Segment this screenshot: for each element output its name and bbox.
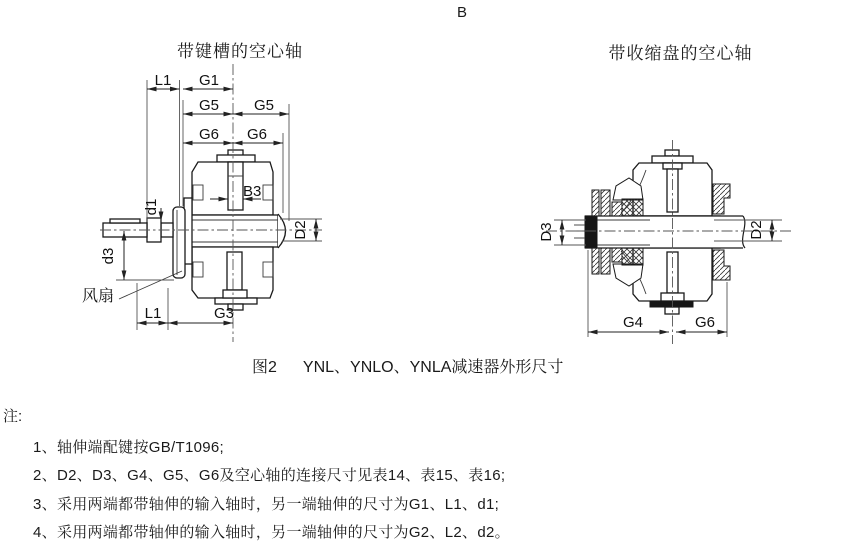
left-drawing [70,55,332,355]
dim-label-g3: G3 [213,305,235,322]
dim-label-l1-top: L1 [154,72,172,89]
dim-label-d2-right-drawing: D2 [748,220,765,240]
bottom-plate [650,301,693,307]
dim-label-d3: d3 [100,247,117,265]
keyway [110,219,140,223]
fan-leader-line [119,271,182,299]
left-drawing-title: 带键槽的空心轴 [177,42,303,61]
top-bolt [228,162,243,210]
view-marker-b: B [456,4,467,21]
note-item-3: 3、采用两端都带轴伸的输入轴时，另一端轴伸的尺寸为G1、L1、d1; [33,495,500,513]
figure-title: YNL、YNLO、YNLA减速器外形尺寸 [302,359,564,376]
note-item-2: 2、D2、D3、G4、G5、G6及空心轴的连接尺寸见表14、表15、表16; [33,467,506,484]
bottom-bolt [227,252,242,290]
note-item-4: 4、采用两端都带轴伸的输入轴时，另一端轴伸的尺寸为G2、L2、d2。 [33,524,510,541]
dim-label-l1-bottom: L1 [144,305,162,322]
dim-label-b3: B3 [243,183,262,200]
hollow-shaft [572,216,745,248]
fan-label: 风扇 [81,288,115,305]
dim-label-g6-left: G6 [198,126,220,143]
dim-label-g6-right-drawing: G6 [694,314,716,331]
bearing-bottom [622,248,643,265]
dim-label-g6-right: G6 [246,126,268,143]
notes-heading: 注: [3,408,23,425]
dim-label-g1: G1 [198,72,220,89]
note-item-1: 1、轴伸端配键按GB/T1096; [33,438,224,456]
dim-label-g5-right: G5 [253,97,275,114]
notes [3,403,510,548]
dim-label-g5-left: G5 [198,97,220,114]
bearing-top [622,199,643,216]
figure-number: 图2 [252,359,277,376]
figure-caption [252,354,563,377]
right-drawing-title: 带收缩盘的空心轴 [608,44,753,63]
right-drawing [540,138,800,346]
dim-label-d2-left-drawing: D2 [292,220,309,240]
fan-shroud [173,207,185,278]
shaft-end-cap [585,216,597,248]
dim-label-g4: G4 [622,314,644,331]
dim-label-d1: d1 [143,198,160,216]
dim-label-d3-right-drawing: D3 [538,222,555,242]
